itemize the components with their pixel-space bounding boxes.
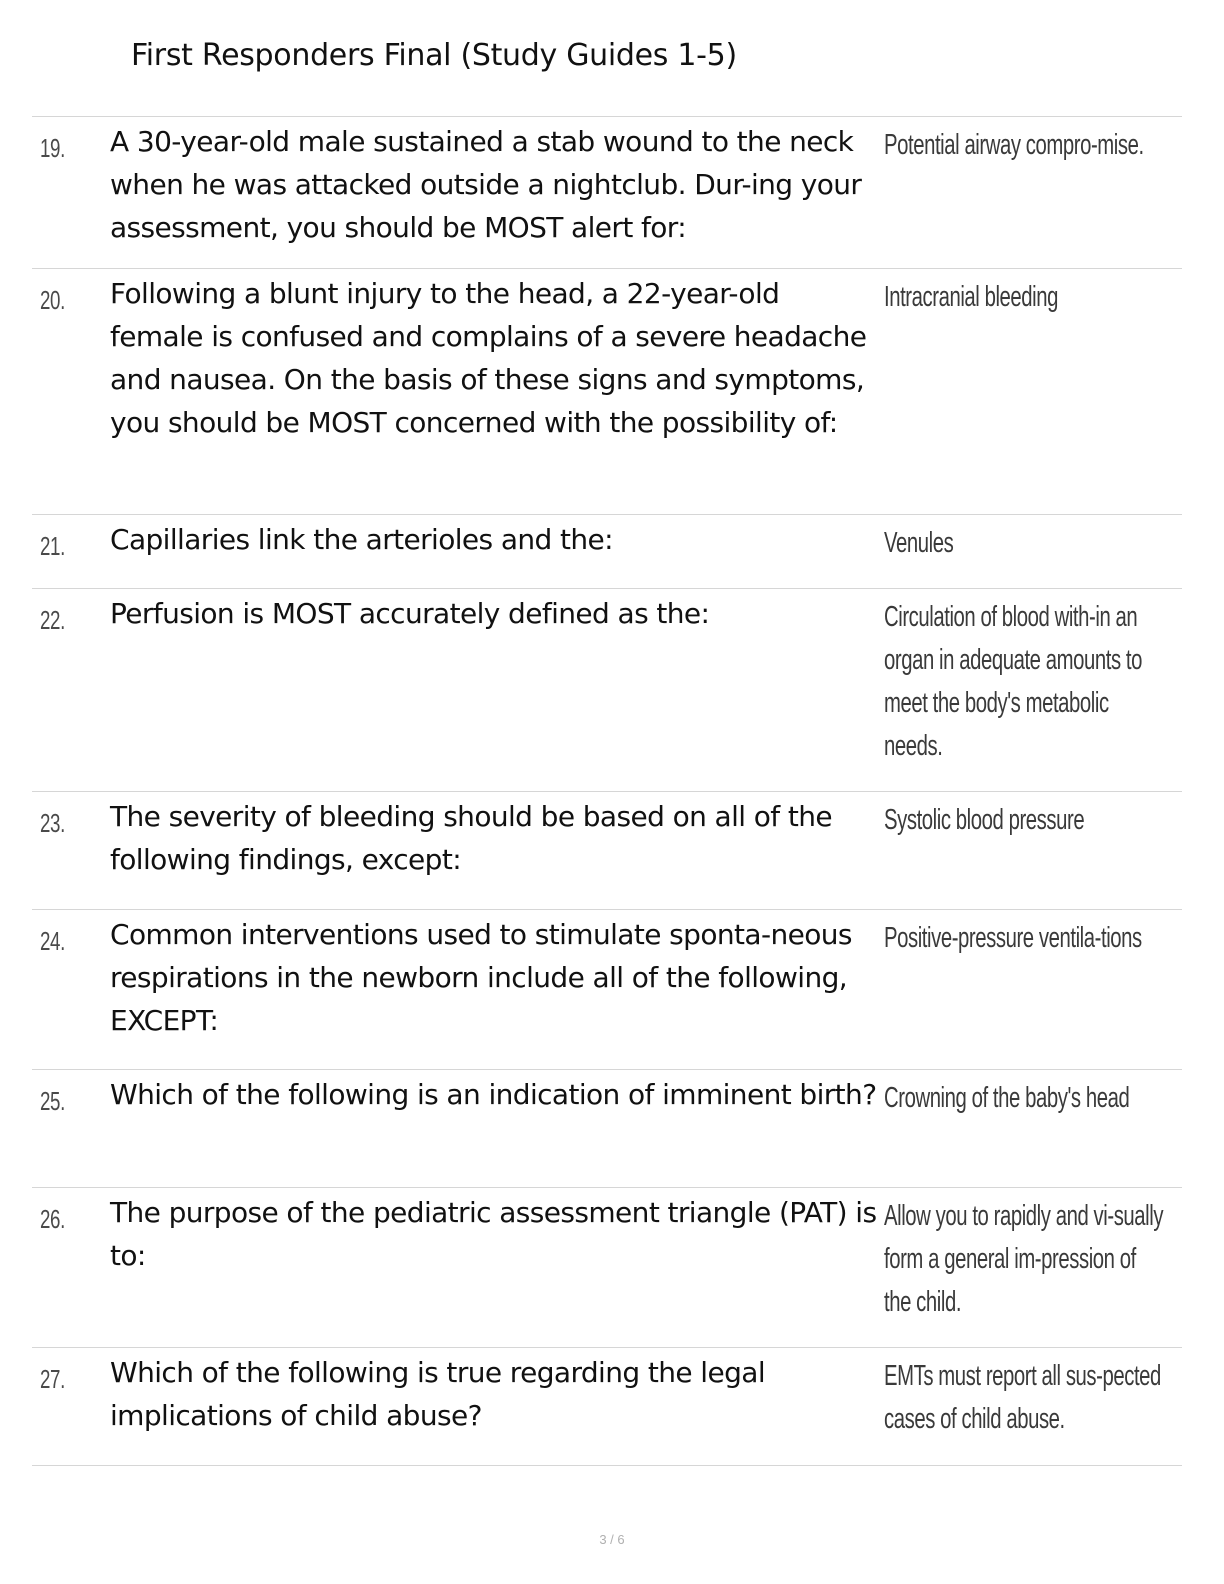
- question-number: 21.: [40, 531, 65, 561]
- question-text: A 30-year-old male sustained a stab wound to the neck when he was attacked outside a nightclub. Dur-ing your assessment, you should be MOST alert for:: [110, 125, 862, 244]
- question-text: Common interventions used to stimulate sponta-neous respirations in the newborn include all of the following, EXCEPT:: [110, 918, 852, 1037]
- question-number: 19.: [40, 133, 65, 163]
- question-text: Capillaries link the arterioles and the:: [110, 523, 614, 556]
- question-number: 24.: [40, 926, 65, 956]
- answer-text: Venules: [884, 527, 954, 559]
- answer-text: EMTs must report all sus-pected cases of child abuse.: [884, 1360, 1161, 1435]
- answer-text: Circulation of blood with-in an organ in adequate amounts to meet the body's metabolic needs.: [884, 601, 1142, 762]
- answer-text: Positive-pressure ventila-tions: [884, 922, 1142, 954]
- question-number: 23.: [40, 808, 65, 838]
- question-text: The purpose of the pediatric assessment triangle (PAT) is to:: [110, 1196, 877, 1272]
- qa-row: [32, 269, 1182, 515]
- qa-row: [32, 117, 1182, 269]
- page-number: 3 / 6: [599, 1532, 625, 1547]
- question-text: Following a blunt injury to the head, a 22-year-old female is confused and complains of a severe headache and nausea. On the basis of these signs and symptoms, you should be MOST concerned with the possibility of:: [110, 277, 867, 439]
- question-number: 26.: [40, 1204, 65, 1234]
- page-title: First Responders Final (Study Guides 1-5): [131, 38, 737, 73]
- question-text: Perfusion is MOST accurately defined as the:: [110, 597, 710, 630]
- answer-text: Crowning of the baby's head: [884, 1082, 1130, 1114]
- answer-text: Systolic blood pressure: [884, 804, 1085, 836]
- question-number: 22.: [40, 605, 65, 635]
- qa-row: [32, 1348, 1182, 1466]
- answer-text: Potential airway compro-mise.: [884, 129, 1144, 161]
- qa-row: [32, 1070, 1182, 1188]
- question-text: The severity of bleeding should be based on all of the following findings, except:: [110, 800, 833, 876]
- answer-text: Intracranial bleeding: [884, 281, 1059, 313]
- qa-row: [32, 910, 1182, 1070]
- question-number: 20.: [40, 285, 65, 315]
- qa-row: [32, 515, 1182, 589]
- question-number: 25.: [40, 1086, 65, 1116]
- answer-text: Allow you to rapidly and vi-sually form a general im-pression of the child.: [884, 1200, 1164, 1318]
- qa-row: [32, 1188, 1182, 1348]
- question-text: Which of the following is true regarding the legal implications of child abuse?: [110, 1356, 766, 1432]
- question-text: Which of the following is an indication of imminent birth?: [110, 1078, 877, 1111]
- qa-row: [32, 792, 1182, 910]
- question-number: 27.: [40, 1364, 65, 1394]
- qa-row: [32, 589, 1182, 792]
- qa-list: [32, 116, 1182, 1466]
